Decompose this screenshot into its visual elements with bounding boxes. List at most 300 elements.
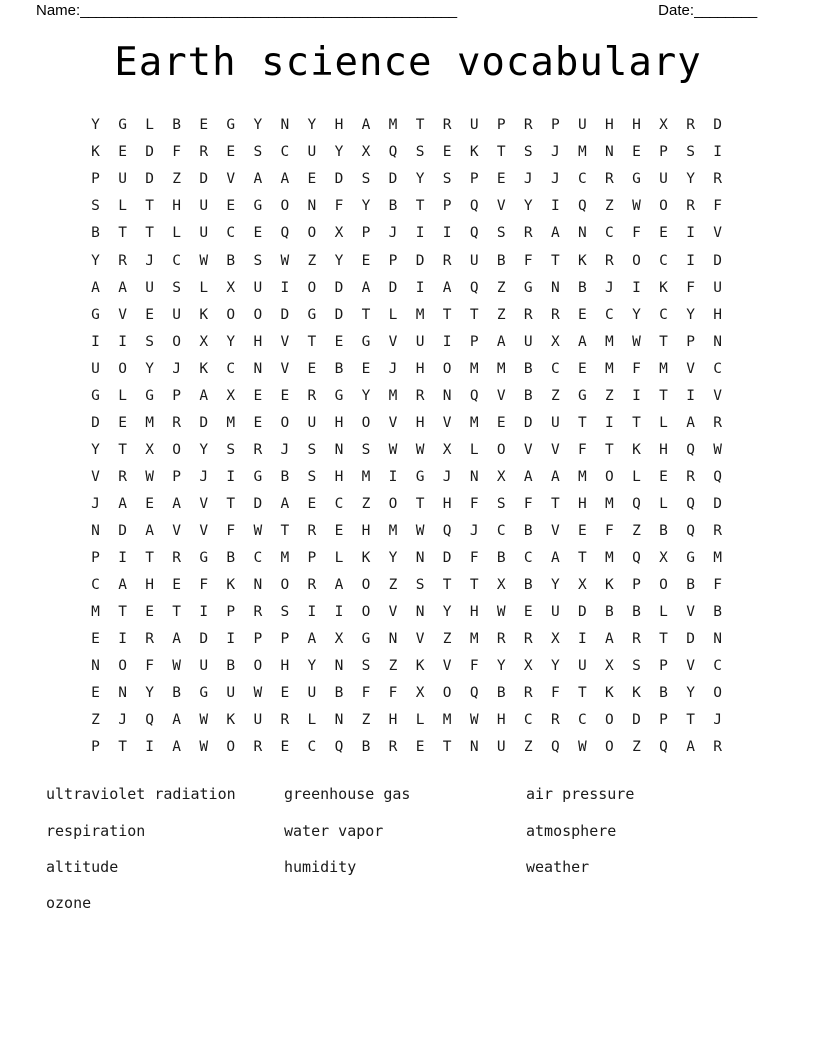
grid-letter[interactable]: J (523, 171, 533, 188)
grid-letter[interactable]: O (388, 495, 398, 512)
grid-letter[interactable]: V (388, 414, 398, 431)
grid-letter[interactable]: X (496, 577, 506, 594)
grid-letter[interactable]: T (659, 333, 668, 350)
grid-letter[interactable]: W (415, 441, 425, 458)
grid-letter[interactable]: O (118, 360, 127, 377)
grid-letter[interactable]: U (226, 685, 236, 702)
grid-letter[interactable]: A (550, 550, 560, 567)
grid-letter[interactable]: D (199, 171, 209, 188)
grid-letter[interactable]: O (605, 739, 614, 756)
grid-letter[interactable]: W (632, 198, 641, 215)
grid-letter[interactable]: N (713, 333, 722, 350)
grid-letter[interactable]: Y (91, 252, 100, 269)
grid-letter[interactable]: M (361, 468, 371, 485)
grid-letter[interactable]: E (226, 144, 236, 161)
grid-letter[interactable]: L (199, 279, 209, 296)
grid-letter[interactable]: R (253, 739, 263, 756)
grid-letter[interactable]: Q (686, 441, 695, 458)
grid-letter[interactable]: A (280, 495, 290, 512)
grid-letter[interactable]: I (118, 550, 127, 567)
grid-letter[interactable]: T (145, 550, 154, 567)
grid-letter[interactable]: U (91, 360, 100, 377)
grid-letter[interactable]: Z (307, 252, 317, 269)
grid-letter[interactable]: Q (713, 468, 722, 485)
grid-letter[interactable]: U (713, 279, 722, 296)
grid-letter[interactable]: H (253, 333, 263, 350)
grid-letter[interactable]: Q (145, 712, 154, 729)
grid-letter[interactable]: D (578, 604, 587, 621)
grid-letter[interactable]: V (280, 360, 290, 377)
grid-letter[interactable]: L (469, 441, 479, 458)
grid-letter[interactable]: B (713, 604, 722, 621)
grid-letter[interactable]: M (659, 360, 668, 377)
word-list-item[interactable]: humidity (284, 857, 357, 876)
grid-letter[interactable]: W (280, 252, 290, 269)
grid-letter[interactable]: B (632, 604, 641, 621)
grid-letter[interactable]: A (172, 631, 182, 648)
word-list-item[interactable]: ozone (46, 894, 92, 913)
grid-letter[interactable]: K (199, 306, 209, 323)
grid-letter[interactable]: T (415, 117, 425, 134)
grid-letter[interactable]: E (307, 360, 317, 377)
grid-letter[interactable]: M (578, 144, 587, 161)
grid-letter[interactable]: I (280, 279, 290, 296)
grid-letter[interactable]: X (226, 279, 236, 296)
grid-letter[interactable]: T (118, 225, 127, 242)
grid-letter[interactable]: R (307, 577, 317, 594)
grid-letter[interactable]: H (469, 604, 479, 621)
grid-letter[interactable]: I (226, 631, 236, 648)
grid-letter[interactable]: D (91, 414, 100, 431)
grid-letter[interactable]: C (496, 522, 506, 539)
grid-letter[interactable]: Z (361, 495, 371, 512)
grid-letter[interactable]: I (334, 604, 344, 621)
grid-letter[interactable]: X (659, 117, 668, 134)
grid-letter[interactable]: C (523, 550, 533, 567)
grid-letter[interactable]: F (334, 198, 344, 215)
grid-letter[interactable]: E (280, 387, 290, 404)
grid-letter[interactable]: R (686, 468, 695, 485)
grid-letter[interactable]: E (145, 495, 154, 512)
grid-letter[interactable]: V (686, 360, 695, 377)
grid-letter[interactable]: Y (253, 117, 263, 134)
grid-letter[interactable]: B (523, 360, 533, 377)
grid-letter[interactable]: Q (632, 550, 641, 567)
grid-letter[interactable]: A (145, 522, 154, 539)
grid-letter[interactable]: N (578, 225, 587, 242)
grid-letter[interactable]: D (199, 631, 209, 648)
grid-letter[interactable]: J (280, 441, 290, 458)
grid-letter[interactable]: T (469, 577, 479, 594)
grid-letter[interactable]: B (388, 198, 398, 215)
grid-letter[interactable]: P (307, 550, 317, 567)
grid-letter[interactable]: L (388, 306, 398, 323)
grid-letter[interactable]: U (307, 414, 317, 431)
grid-letter[interactable]: G (334, 387, 344, 404)
grid-letter[interactable]: Z (632, 739, 641, 756)
grid-letter[interactable]: S (442, 171, 452, 188)
grid-letter[interactable]: U (496, 739, 506, 756)
grid-letter[interactable]: T (145, 198, 154, 215)
word-list-item[interactable]: water vapor (284, 821, 384, 840)
grid-letter[interactable]: V (550, 522, 560, 539)
grid-letter[interactable]: B (334, 360, 344, 377)
grid-letter[interactable]: Q (469, 225, 479, 242)
grid-letter[interactable]: A (605, 631, 614, 648)
grid-letter[interactable]: S (415, 144, 425, 161)
grid-letter[interactable]: T (280, 522, 290, 539)
grid-letter[interactable]: R (523, 225, 533, 242)
grid-letter[interactable]: I (145, 739, 154, 756)
grid-letter[interactable]: Z (605, 387, 614, 404)
grid-letter[interactable]: D (523, 414, 533, 431)
grid-letter[interactable]: Q (686, 522, 695, 539)
grid-letter[interactable]: S (226, 441, 236, 458)
grid-letter[interactable]: C (659, 306, 668, 323)
grid-letter[interactable]: M (388, 117, 398, 134)
grid-letter[interactable]: B (172, 117, 182, 134)
grid-letter[interactable]: L (632, 468, 641, 485)
grid-letter[interactable]: K (226, 712, 236, 729)
grid-letter[interactable]: D (632, 712, 641, 729)
grid-letter[interactable]: U (118, 171, 127, 188)
grid-letter[interactable]: Y (632, 306, 641, 323)
grid-letter[interactable]: P (226, 604, 236, 621)
grid-letter[interactable]: S (361, 658, 371, 675)
grid-letter[interactable]: Y (334, 252, 344, 269)
grid-letter[interactable]: R (632, 631, 641, 648)
grid-letter[interactable]: E (307, 171, 317, 188)
grid-letter[interactable]: F (388, 685, 398, 702)
grid-letter[interactable]: R (388, 739, 398, 756)
grid-letter[interactable]: M (578, 468, 587, 485)
grid-letter[interactable]: A (334, 577, 344, 594)
grid-letter[interactable]: Y (307, 658, 317, 675)
grid-letter[interactable]: T (118, 441, 127, 458)
grid-letter[interactable]: Q (550, 739, 560, 756)
grid-letter[interactable]: B (605, 604, 614, 621)
grid-letter[interactable]: I (118, 333, 127, 350)
grid-letter[interactable]: T (550, 495, 560, 512)
grid-letter[interactable]: O (361, 577, 371, 594)
grid-letter[interactable]: A (578, 333, 587, 350)
grid-letter[interactable]: V (280, 333, 290, 350)
grid-letter[interactable]: Y (550, 658, 560, 675)
grid-letter[interactable]: F (145, 658, 154, 675)
grid-letter[interactable]: T (118, 739, 127, 756)
grid-letter[interactable]: H (415, 414, 425, 431)
grid-letter[interactable]: Q (632, 495, 641, 512)
grid-letter[interactable]: G (578, 387, 587, 404)
grid-letter[interactable]: M (226, 414, 236, 431)
grid-letter[interactable]: S (145, 333, 154, 350)
grid-letter[interactable]: E (334, 333, 344, 350)
grid-letter[interactable]: G (145, 387, 154, 404)
grid-letter[interactable]: E (496, 414, 506, 431)
grid-letter[interactable]: Z (496, 279, 506, 296)
grid-letter[interactable]: E (659, 225, 668, 242)
grid-letter[interactable]: X (523, 658, 533, 675)
grid-letter[interactable]: D (334, 306, 344, 323)
grid-letter[interactable]: L (415, 712, 425, 729)
grid-letter[interactable]: A (523, 468, 533, 485)
grid-letter[interactable]: D (388, 171, 398, 188)
grid-letter[interactable]: U (145, 279, 154, 296)
grid-letter[interactable]: V (496, 198, 506, 215)
grid-letter[interactable]: C (91, 577, 100, 594)
grid-letter[interactable]: A (550, 225, 560, 242)
grid-letter[interactable]: M (415, 306, 425, 323)
grid-letter[interactable]: B (523, 522, 533, 539)
grid-letter[interactable]: Y (686, 306, 695, 323)
grid-letter[interactable]: C (280, 144, 290, 161)
grid-letter[interactable]: Z (388, 577, 398, 594)
grid-letter[interactable]: S (307, 441, 317, 458)
grid-letter[interactable]: N (469, 468, 479, 485)
grid-letter[interactable]: Q (469, 279, 479, 296)
grid-letter[interactable]: R (713, 739, 722, 756)
grid-letter[interactable]: I (307, 604, 317, 621)
grid-letter[interactable]: W (253, 522, 263, 539)
grid-letter[interactable]: N (280, 117, 290, 134)
grid-letter[interactable]: T (578, 550, 587, 567)
grid-letter[interactable]: A (253, 171, 263, 188)
grid-letter[interactable]: P (632, 577, 641, 594)
grid-letter[interactable]: L (172, 225, 182, 242)
grid-letter[interactable]: R (496, 631, 506, 648)
grid-letter[interactable]: T (118, 604, 127, 621)
grid-letter[interactable]: V (713, 225, 722, 242)
grid-letter[interactable]: D (118, 522, 127, 539)
grid-letter[interactable]: C (550, 360, 560, 377)
grid-letter[interactable]: G (199, 550, 209, 567)
grid-letter[interactable]: O (226, 306, 236, 323)
grid-letter[interactable]: Y (686, 685, 695, 702)
grid-letter[interactable]: Q (442, 522, 452, 539)
grid-letter[interactable]: F (686, 279, 695, 296)
grid-letter[interactable]: M (605, 550, 614, 567)
grid-letter[interactable]: R (307, 522, 317, 539)
word-list-item[interactable]: air pressure (526, 785, 635, 804)
grid-letter[interactable]: J (605, 279, 614, 296)
grid-letter[interactable]: U (469, 252, 479, 269)
word-list-item[interactable]: ultraviolet radiation (46, 785, 236, 804)
grid-letter[interactable]: F (632, 225, 641, 242)
grid-letter[interactable]: V (91, 468, 100, 485)
grid-letter[interactable]: U (307, 144, 317, 161)
grid-letter[interactable]: C (578, 171, 587, 188)
grid-letter[interactable]: F (713, 577, 722, 594)
grid-letter[interactable]: D (713, 495, 722, 512)
grid-letter[interactable]: V (199, 495, 209, 512)
grid-letter[interactable]: R (442, 252, 452, 269)
grid-letter[interactable]: F (469, 658, 479, 675)
grid-letter[interactable]: T (145, 225, 154, 242)
grid-letter[interactable]: O (253, 658, 263, 675)
grid-letter[interactable]: P (469, 333, 479, 350)
grid-letter[interactable]: M (713, 550, 722, 567)
grid-letter[interactable]: G (632, 171, 641, 188)
grid-letter[interactable]: E (496, 171, 506, 188)
grid-letter[interactable]: U (578, 658, 587, 675)
grid-letter[interactable]: I (632, 279, 641, 296)
grid-letter[interactable]: Z (442, 631, 452, 648)
grid-letter[interactable]: L (307, 712, 317, 729)
grid-letter[interactable]: F (605, 522, 614, 539)
grid-letter[interactable]: E (442, 144, 452, 161)
grid-letter[interactable]: M (469, 631, 479, 648)
grid-letter[interactable]: E (523, 604, 533, 621)
grid-letter[interactable]: E (415, 739, 425, 756)
grid-letter[interactable]: T (226, 495, 236, 512)
date-blank-line[interactable]: ________ (694, 2, 757, 19)
grid-letter[interactable]: Y (199, 441, 209, 458)
grid-letter[interactable]: J (388, 360, 398, 377)
grid-letter[interactable]: E (91, 631, 100, 648)
grid-letter[interactable]: D (334, 279, 344, 296)
grid-letter[interactable]: W (199, 252, 209, 269)
grid-letter[interactable]: A (496, 333, 506, 350)
grid-letter[interactable]: N (253, 577, 263, 594)
grid-letter[interactable]: B (172, 685, 182, 702)
grid-letter[interactable]: E (118, 144, 127, 161)
grid-letter[interactable]: H (334, 468, 344, 485)
grid-letter[interactable]: P (686, 333, 695, 350)
grid-letter[interactable]: J (550, 171, 560, 188)
grid-letter[interactable]: O (605, 712, 614, 729)
grid-letter[interactable]: Q (659, 739, 668, 756)
grid-letter[interactable]: O (442, 360, 452, 377)
grid-letter[interactable]: S (280, 604, 290, 621)
grid-letter[interactable]: Z (550, 387, 560, 404)
grid-letter[interactable]: V (686, 658, 695, 675)
grid-letter[interactable]: T (415, 198, 425, 215)
grid-letter[interactable]: U (578, 117, 587, 134)
grid-letter[interactable]: Y (550, 577, 560, 594)
grid-letter[interactable]: P (280, 631, 290, 648)
grid-letter[interactable]: M (388, 387, 398, 404)
grid-letter[interactable]: M (280, 550, 290, 567)
grid-letter[interactable]: L (145, 117, 154, 134)
grid-letter[interactable]: E (145, 306, 154, 323)
grid-letter[interactable]: X (442, 441, 452, 458)
grid-letter[interactable]: I (199, 604, 209, 621)
grid-letter[interactable]: M (605, 360, 614, 377)
grid-letter[interactable]: S (523, 144, 533, 161)
grid-letter[interactable]: P (91, 171, 100, 188)
grid-letter[interactable]: J (172, 360, 182, 377)
grid-letter[interactable]: C (605, 306, 614, 323)
grid-letter[interactable]: Y (686, 171, 695, 188)
grid-letter[interactable]: M (496, 360, 506, 377)
grid-letter[interactable]: T (361, 306, 371, 323)
grid-letter[interactable]: T (578, 685, 587, 702)
grid-letter[interactable]: I (415, 279, 425, 296)
grid-letter[interactable]: R (713, 414, 722, 431)
grid-letter[interactable]: R (172, 414, 182, 431)
grid-letter[interactable]: S (307, 468, 317, 485)
grid-letter[interactable]: C (713, 658, 722, 675)
grid-letter[interactable]: A (118, 495, 127, 512)
grid-letter[interactable]: N (118, 685, 127, 702)
grid-letter[interactable]: R (415, 387, 425, 404)
grid-letter[interactable]: A (361, 117, 371, 134)
grid-letter[interactable]: I (91, 333, 100, 350)
grid-letter[interactable]: Y (496, 658, 506, 675)
grid-letter[interactable]: P (361, 225, 371, 242)
grid-letter[interactable]: H (605, 117, 614, 134)
grid-letter[interactable]: O (659, 577, 668, 594)
grid-letter[interactable]: K (578, 252, 587, 269)
grid-letter[interactable]: N (253, 360, 263, 377)
word-list-item[interactable]: altitude (46, 857, 119, 876)
grid-letter[interactable]: E (145, 604, 154, 621)
grid-letter[interactable]: N (713, 631, 722, 648)
grid-letter[interactable]: E (118, 414, 127, 431)
grid-letter[interactable]: W (469, 712, 479, 729)
grid-letter[interactable]: K (605, 685, 614, 702)
grid-letter[interactable]: P (91, 739, 100, 756)
grid-letter[interactable]: C (172, 252, 182, 269)
grid-letter[interactable]: V (686, 604, 695, 621)
grid-letter[interactable]: K (91, 144, 100, 161)
grid-letter[interactable]: V (415, 631, 425, 648)
grid-letter[interactable]: H (361, 522, 371, 539)
grid-letter[interactable]: X (496, 468, 506, 485)
grid-letter[interactable]: Y (361, 198, 371, 215)
grid-letter[interactable]: S (172, 279, 182, 296)
grid-letter[interactable]: K (632, 685, 641, 702)
grid-letter[interactable]: B (496, 685, 506, 702)
grid-letter[interactable]: O (280, 577, 290, 594)
grid-letter[interactable]: Q (686, 495, 695, 512)
grid-letter[interactable]: W (578, 739, 587, 756)
grid-letter[interactable]: Z (632, 522, 641, 539)
grid-letter[interactable]: X (415, 685, 425, 702)
grid-letter[interactable]: H (415, 360, 425, 377)
grid-letter[interactable]: W (632, 333, 641, 350)
grid-letter[interactable]: A (118, 577, 127, 594)
grid-letter[interactable]: P (91, 550, 100, 567)
grid-letter[interactable]: K (605, 577, 614, 594)
grid-letter[interactable]: U (307, 685, 317, 702)
grid-letter[interactable]: Q (388, 144, 398, 161)
grid-letter[interactable]: T (496, 144, 506, 161)
grid-letter[interactable]: N (91, 658, 100, 675)
grid-letter[interactable]: G (415, 468, 425, 485)
grid-letter[interactable]: J (91, 495, 100, 512)
grid-letter[interactable]: X (659, 550, 668, 567)
grid-letter[interactable]: B (280, 468, 290, 485)
grid-letter[interactable]: H (659, 441, 668, 458)
grid-letter[interactable]: A (91, 279, 100, 296)
grid-letter[interactable]: K (361, 550, 371, 567)
grid-letter[interactable]: P (659, 712, 668, 729)
grid-letter[interactable]: Z (172, 171, 182, 188)
grid-letter[interactable]: C (307, 739, 317, 756)
grid-letter[interactable]: A (442, 279, 452, 296)
grid-letter[interactable]: Q (280, 225, 290, 242)
grid-letter[interactable]: D (388, 279, 398, 296)
grid-letter[interactable]: A (361, 279, 371, 296)
grid-letter[interactable]: B (686, 577, 695, 594)
grid-letter[interactable]: Y (442, 604, 452, 621)
grid-letter[interactable]: K (226, 577, 236, 594)
grid-letter[interactable]: U (659, 171, 668, 188)
grid-letter[interactable]: F (550, 685, 560, 702)
grid-letter[interactable]: U (199, 225, 209, 242)
grid-letter[interactable]: B (659, 522, 668, 539)
